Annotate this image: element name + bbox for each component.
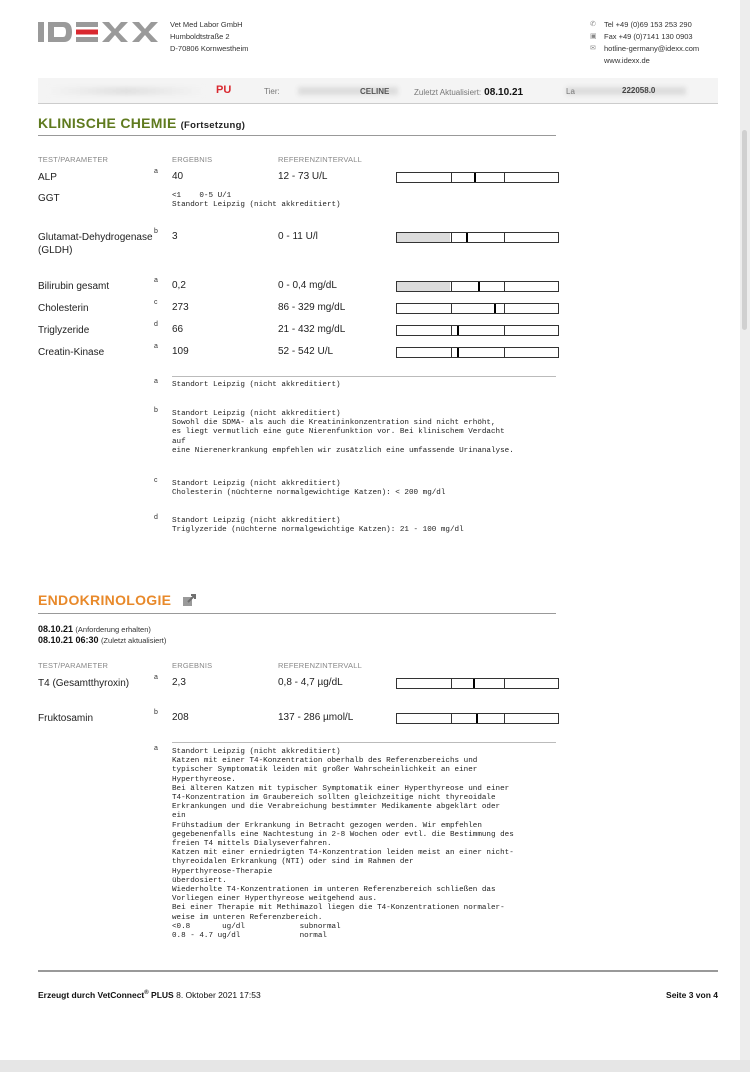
param-name: T4 (Gesamtthyroxin) — [38, 678, 130, 689]
lab-name: Vet Med Labor GmbH — [170, 20, 243, 29]
chemie-subtitle: (Fortsetzung) — [180, 120, 246, 131]
lab-number: 222058.0 — [622, 86, 656, 95]
footer-plus: PLUS — [148, 990, 174, 1000]
gauge-divider — [504, 714, 505, 723]
registered-mark: ® — [144, 990, 149, 997]
fax-icon: ▣ — [590, 33, 597, 40]
gauge-marker — [457, 348, 459, 357]
gauge-divider — [504, 348, 505, 357]
section-title-chemie — [38, 115, 245, 131]
footnote-key: a — [154, 745, 158, 752]
email: hotline-germany@idexx.com — [604, 44, 700, 53]
footnote-marker: b — [154, 709, 158, 716]
reference-range: 52 - 542 U/L — [278, 346, 334, 357]
chemie-title: KLINISCHE CHEMIE — [38, 115, 177, 131]
patient-bar — [38, 78, 718, 104]
range-gauge — [396, 325, 559, 336]
mail-icon: ✉ — [590, 45, 596, 52]
tier-label: Tier: — [264, 87, 280, 96]
export-icon[interactable] — [182, 593, 198, 607]
footnote-text: Standort Leipzig (nicht akkreditiert) Katzen mit einer T4-Konzentration oberhalb des Referenzbereichs und typischer Symptomatik leiden mit großer Wahrscheinlichkeit an einer Hyperthyreose. Bei älteren Katzen mit typischer Symptomatik einer Hyperthyreose und einer T4-Konzentration im Graubereich sollten gleichzeitige nicht thyreoidale Erkrankungen und die Verabreichung bestimmter Medikamente abgeklärt oder ein Frühstadium der Erkrankung in Betracht gezogen werden. Wir empfehlen gegebenenfalls eine Nachtestung in 2-8 Wochen oder evtl. die Bestimmung des freien T4 mittels Dialyseverfahren. Katzen mit einer erniedrigten T4-Konzentration leiden meist an einer nicht- thyreoidalen Erkrankung (NTI) oder sind im Rahmen der Hyperthyreose-Therapie überdosiert. Wiederholte T4-Konzentrationen im unteren Referenzbereich schließen das Vorliegen einer Hyperthyreose weitgehend aus. Bei einer Therapie mit Methimazol liegen die T4-Konzentrationen normaler- weise im unteren Referenzbereich. <0.8 ug/dl subnormal 0.8 - 4.7 ug/dl normal — [172, 748, 514, 941]
page-number: Seite 3 von 4 — [666, 990, 718, 1000]
date-updated-label: (Zuletzt aktualisiert) — [100, 636, 167, 645]
range-gauge — [396, 347, 559, 358]
footnote-key: c — [154, 477, 158, 484]
footer-generated-by: Erzeugt durch VetConnect — [38, 990, 145, 1000]
col-header-ref: REFERENZINTERVALL — [278, 661, 362, 670]
gauge-divider — [451, 679, 452, 688]
result-value: 109 — [172, 346, 189, 357]
gauge-divider — [451, 304, 452, 313]
range-gauge — [396, 303, 559, 314]
result-value: 208 — [172, 712, 189, 723]
result-value: 40 — [172, 171, 184, 182]
param-name: Cholesterin — [38, 303, 89, 314]
scrollbar-thumb[interactable] — [742, 130, 747, 330]
gauge-marker — [473, 679, 475, 688]
tel: Tel +49 (0)69 153 253 290 — [604, 20, 692, 29]
idexx-logo — [38, 22, 162, 42]
website: www.idexx.de — [604, 56, 650, 65]
param-name: ALP — [38, 172, 57, 183]
patient-code: PU — [216, 84, 232, 96]
lab-street: Humboldtstraße 2 — [170, 32, 230, 41]
result-value: 0,2 — [172, 280, 186, 291]
section-title-endo — [38, 592, 198, 608]
reference-range: 137 - 286 µmol/L — [278, 712, 354, 723]
footnote-text: Standort Leipzig (nicht akkreditiert) Cholesterin (nüchterne normalgewichtige Katzen): < 200 mg/dl — [172, 480, 446, 498]
lab-city: D-70806 Kornwestheim — [170, 44, 249, 53]
col-header-ref: REFERENZINTERVALL — [278, 155, 362, 164]
gauge-grey-zone — [397, 282, 450, 291]
lab-contact — [590, 19, 699, 67]
reference-range: 0 - 0,4 mg/dL — [278, 280, 337, 291]
gauge-marker — [466, 233, 468, 242]
gauge-marker — [474, 173, 476, 182]
range-gauge — [396, 678, 559, 689]
gauge-divider — [451, 326, 452, 335]
reference-range: 0,8 - 4,7 µg/dL — [278, 677, 343, 688]
footnote-marker: d — [154, 321, 158, 328]
gauge-marker — [494, 304, 496, 313]
reference-range: 86 - 329 mg/dL — [278, 302, 346, 313]
result-value: 66 — [172, 324, 184, 335]
footnote-marker: b — [154, 228, 158, 235]
redacted-owner — [46, 87, 206, 95]
footnote-marker: c — [154, 299, 158, 306]
result-value: <1 0-5 U/1 Standort Leipzig (nicht akkreditiert) — [172, 192, 341, 210]
divider — [38, 613, 556, 614]
col-header-result: ERGEBNIS — [172, 661, 213, 670]
result-value: 273 — [172, 302, 189, 313]
result-value: 3 — [172, 231, 178, 242]
footnote-text: Standort Leipzig (nicht akkreditiert) — [172, 381, 341, 389]
fax: Fax +49 (0)7141 130 0903 — [604, 32, 693, 41]
date-updated: 08.10.21 06:30 — [38, 635, 99, 645]
lab-label: La — [566, 87, 575, 96]
param-name: Creatin-Kinase — [38, 347, 105, 358]
gauge-marker — [478, 282, 480, 291]
footer-divider — [38, 970, 718, 972]
footnote-key: b — [154, 407, 158, 414]
gauge-divider — [451, 233, 452, 242]
col-header-result: ERGEBNIS — [172, 155, 213, 164]
gauge-divider — [504, 233, 505, 242]
gauge-divider — [451, 348, 452, 357]
updated-label: Zuletzt Aktualisiert: — [414, 88, 482, 97]
gauge-divider — [504, 304, 505, 313]
range-gauge — [396, 713, 559, 724]
date-received-label: (Anforderung erhalten) — [75, 625, 151, 634]
col-header-param: TEST/PARAMETER — [38, 661, 109, 670]
footnote-marker: a — [154, 277, 158, 284]
reference-range: 21 - 432 mg/dL — [278, 324, 346, 335]
reference-range: 12 - 73 U/L — [278, 171, 328, 182]
endo-dates — [38, 624, 166, 646]
footnote-text: Standort Leipzig (nicht akkreditiert) Triglyzeride (nüchterne normalgewichtige Katzen): 21 - 100 mg/dl — [172, 517, 464, 535]
endo-title: ENDOKRINOLOGIE — [38, 592, 172, 608]
footnote-key: a — [154, 378, 158, 385]
gauge-grey-zone — [397, 233, 450, 242]
gauge-divider — [504, 326, 505, 335]
param-name: GGT — [38, 193, 60, 204]
col-header-param: TEST/PARAMETER — [38, 155, 109, 164]
divider — [38, 135, 556, 136]
gauge-marker — [476, 714, 478, 723]
updated-info — [414, 87, 523, 98]
param-name: Bilirubin gesamt — [38, 281, 110, 292]
param-name: Glutamat-Dehydrogenase (GLDH) — [38, 232, 153, 256]
gauge-divider — [451, 173, 452, 182]
divider — [172, 376, 556, 377]
result-value: 2,3 — [172, 677, 186, 688]
gauge-divider — [451, 282, 452, 291]
date-received: 08.10.21 — [38, 624, 74, 634]
divider — [172, 742, 556, 743]
footnote-marker: a — [154, 168, 158, 175]
footer-datetime: 8. Oktober 2021 17:53 — [176, 990, 261, 1000]
gauge-divider — [504, 679, 505, 688]
footer-generated — [38, 990, 261, 1000]
param-name: Triglyzeride — [38, 325, 90, 336]
gauge-divider — [504, 173, 505, 182]
param-name: Fruktosamin — [38, 713, 94, 724]
reference-range: 0 - 11 U/l — [278, 231, 318, 242]
footnote-marker: a — [154, 674, 158, 681]
footnote-text: Standort Leipzig (nicht akkreditiert) Sowohl die SDMA- als auch die Kreatininkonzentration sind nicht erhöht, es liegt vermutlich eine gute Nierenfunktion vor. Bei klinischem Verdacht auf eine Nierenerkrankung empfehlen wir zusätzlich eine umfassende Urinanalyse. — [172, 410, 514, 455]
updated-date: 08.10.21 — [484, 87, 524, 98]
gauge-divider — [504, 282, 505, 291]
range-gauge — [396, 172, 559, 183]
animal-name: CELINE — [360, 87, 390, 96]
range-gauge — [396, 281, 559, 292]
range-gauge — [396, 232, 559, 243]
footnote-key: d — [154, 514, 158, 521]
gauge-marker — [457, 326, 459, 335]
lab-address — [170, 19, 248, 55]
phone-icon: ✆ — [590, 21, 596, 28]
gauge-divider — [451, 714, 452, 723]
footnote-marker: a — [154, 343, 158, 350]
viewer-margin-bottom — [0, 1060, 750, 1072]
